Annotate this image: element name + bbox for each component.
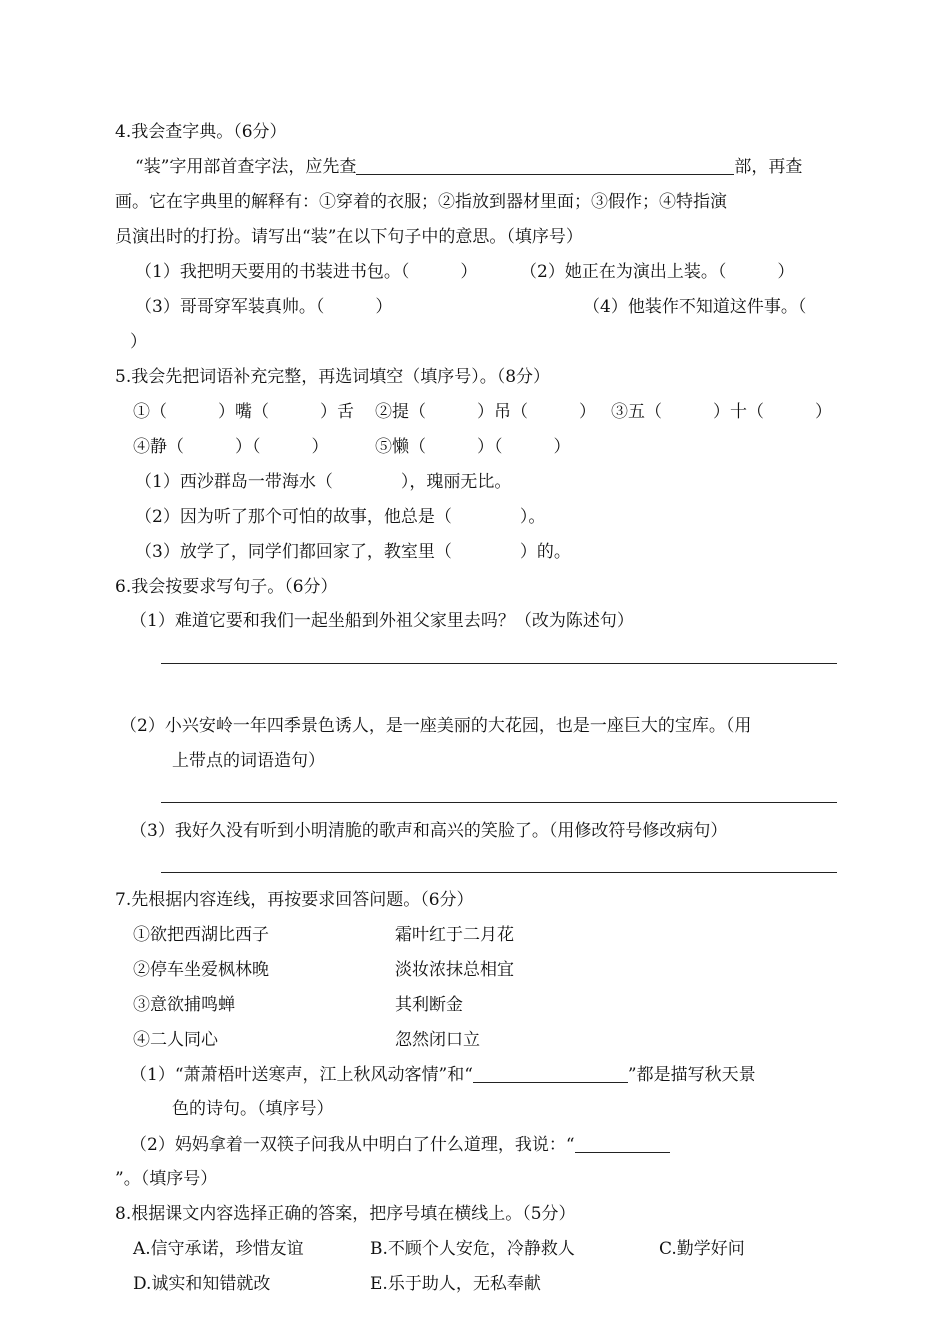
q5-word-2: ②提（ ）吊（ ） xyxy=(375,402,596,422)
q7-left-item[interactable]: ③意欲捕鸣蝉 xyxy=(133,995,235,1015)
q4-line3: 员演出时的打扮。请写出“装”在以下句子中的意思。（填序号） xyxy=(115,227,583,247)
q6-answer-line-1[interactable] xyxy=(161,663,837,664)
q7-left-item[interactable]: ①欲把西湖比西子 xyxy=(133,925,269,945)
q4-sentence-4-close: ） xyxy=(130,332,147,352)
q8-option: B.不顾个人安危，冷静救人 xyxy=(370,1239,575,1259)
q4-sentence-2: （2）她正在为演出上装。（ ） xyxy=(520,262,795,282)
q7-question-1 xyxy=(130,1064,756,1086)
q7-question-1-cont: 色的诗句。（填序号） xyxy=(172,1099,334,1119)
q8-title: 8.根据课文内容选择正确的答案，把序号填在横线上。（5分） xyxy=(115,1204,576,1224)
q7-left-item[interactable]: ④二人同心 xyxy=(133,1030,218,1050)
q7-q2-text-a: （2）妈妈拿着一双筷子问我从中明白了什么道理，我说：“ xyxy=(130,1135,575,1155)
q7-q1-blank[interactable] xyxy=(473,1064,628,1083)
q5-word-1: ①（ ）嘴（ ）舌 xyxy=(133,402,354,422)
q6-sentence-1: （1）难道它要和我们一起坐船到外祖父家里去吗？（改为陈述句） xyxy=(130,611,634,631)
q7-right-item[interactable]: 霜叶红于二月花 xyxy=(395,925,514,945)
q6-sentence-3: （3）我好久没有听到小明清脆的歌声和高兴的笑脸了。（用修改符号修改病句） xyxy=(130,821,728,841)
q7-question-2 xyxy=(130,1134,670,1156)
q4-line1-text-a: “装”字用部首查字法，应先查 xyxy=(135,157,357,177)
q7-question-2-cont: ”。（填序号） xyxy=(115,1169,218,1189)
q7-q2-blank[interactable] xyxy=(575,1134,670,1153)
q7-title: 7.先根据内容连线，再按要求回答问题。（6分） xyxy=(115,890,474,910)
q8-option: E.乐于助人，无私奉献 xyxy=(370,1274,541,1294)
q7-left-item[interactable]: ②停车坐爱枫林晚 xyxy=(133,960,269,980)
q8-option: D.诚实和知错就改 xyxy=(133,1274,271,1294)
q5-sentence-3: （3）放学了，同学们都回家了，教室里（ ）的。 xyxy=(135,542,571,562)
q4-sentence-4: （4）他装作不知道这件事。（ xyxy=(583,297,807,317)
q4-line1 xyxy=(135,156,802,178)
q4-line1-text-b: 部，再查 xyxy=(734,157,803,177)
q5-word-3: ③五（ ）十（ ） xyxy=(611,402,832,422)
q7-right-item[interactable]: 淡妆浓抹总相宜 xyxy=(395,960,514,980)
q7-q1-text-a: （1）“萧萧梧叶送寒声，江上秋风动客情”和“ xyxy=(130,1065,473,1085)
q4-title: 4.我会查字典。（6分） xyxy=(115,122,287,142)
q7-right-item[interactable]: 其利断金 xyxy=(395,995,463,1015)
q6-answer-line-3[interactable] xyxy=(161,872,837,873)
q4-radical-blank[interactable] xyxy=(356,156,734,175)
q6-sentence-2b: 上带点的词语造句） xyxy=(172,751,325,771)
q8-option: C.勤学好问 xyxy=(659,1239,745,1259)
q7-right-item[interactable]: 忽然闭口立 xyxy=(395,1030,480,1050)
q5-word-5: ⑤懒（ ）（ ） xyxy=(375,437,571,457)
q4-sentence-1: （1）我把明天要用的书装进书包。（ ） xyxy=(135,262,478,282)
q4-line2: 画。它在字典里的解释有：①穿着的衣服；②指放到器材里面；③假作；④特指演 xyxy=(115,192,727,212)
q5-word-4: ④静（ ）（ ） xyxy=(133,437,329,457)
q5-title: 5.我会先把词语补充完整，再选词填空（填序号）。（8分） xyxy=(115,367,551,387)
q6-answer-line-2[interactable] xyxy=(161,802,837,803)
q6-title: 6.我会按要求写句子。（6分） xyxy=(115,577,338,597)
q6-sentence-2a: （2）小兴安岭一年四季景色诱人，是一座美丽的大花园，也是一座巨大的宝库。（用 xyxy=(120,716,752,736)
q5-sentence-1: （1）西沙群岛一带海水（ ），瑰丽无比。 xyxy=(135,472,512,492)
q5-sentence-2: （2）因为听了那个可怕的故事，他总是（ ）。 xyxy=(135,507,546,527)
q7-q1-text-b: ”都是描写秋天景 xyxy=(627,1065,756,1085)
q8-option: A.信守承诺，珍惜友谊 xyxy=(133,1239,304,1259)
q4-sentence-3: （3）哥哥穿军装真帅。（ ） xyxy=(135,297,393,317)
